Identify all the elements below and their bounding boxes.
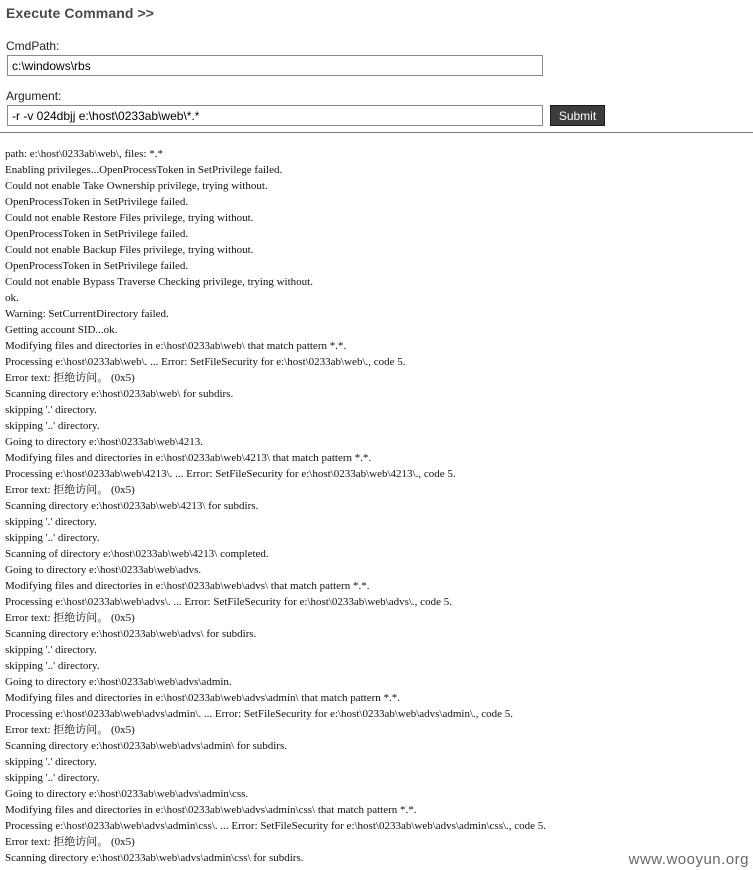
output-line: Could not enable Restore Files privilege, trying without. xyxy=(5,212,254,224)
output-line: skipping '..' directory. xyxy=(5,660,100,672)
output-line: OpenProcessToken in SetPrivilege failed. xyxy=(5,260,189,272)
output-line: skipping '.' directory. xyxy=(5,644,97,656)
output-line: Warning: SetCurrentDirectory failed. xyxy=(5,308,169,320)
output-line: OpenProcessToken in SetPrivilege failed. xyxy=(5,196,189,208)
command-output xyxy=(5,146,750,866)
output-line: skipping '.' directory. xyxy=(5,516,97,528)
output-line: skipping '..' directory. xyxy=(5,772,100,784)
output-line: Scanning directory e:\host\0233ab\web\ for subdirs. xyxy=(5,388,234,400)
watermark: www.wooyun.org xyxy=(628,851,749,868)
output-line: ok. xyxy=(5,292,19,304)
argument-input[interactable] xyxy=(7,105,543,126)
output-line: skipping '..' directory. xyxy=(5,532,100,544)
output-line: Processing e:\host\0233ab\web\advs\admin\css\. ... Error: SetFileSecurity for e:\host\0233ab\web\advs\admin\css\., code 5. xyxy=(5,820,547,832)
output-line: Could not enable Backup Files privilege, trying without. xyxy=(5,244,254,256)
output-line: Could not enable Bypass Traverse Checking privilege, trying without. xyxy=(5,276,313,288)
output-line: OpenProcessToken in SetPrivilege failed. xyxy=(5,228,189,240)
cmdpath-label: CmdPath: xyxy=(6,39,60,53)
divider xyxy=(0,132,753,133)
output-line: skipping '.' directory. xyxy=(5,404,97,416)
output-line: Error text: 拒绝访问。 (0x5) xyxy=(5,724,135,736)
page-title: Execute Command >> xyxy=(6,5,155,21)
output-line: Error text: 拒绝访问。 (0x5) xyxy=(5,484,135,496)
output-line: Error text: 拒绝访问。 (0x5) xyxy=(5,612,135,624)
output-line: skipping '..' directory. xyxy=(5,420,100,432)
output-line: Processing e:\host\0233ab\web\advs\. ... Error: SetFileSecurity for e:\host\0233ab\web\advs\., code 5. xyxy=(5,596,452,608)
output-line: Scanning of directory e:\host\0233ab\web\4213\ completed. xyxy=(5,548,269,560)
output-line: Going to directory e:\host\0233ab\web\advs. xyxy=(5,564,202,576)
argument-label: Argument: xyxy=(6,89,62,103)
output-line: Processing e:\host\0233ab\web\4213\. ... Error: SetFileSecurity for e:\host\0233ab\web\4213\., code 5. xyxy=(5,468,456,480)
output-line: Could not enable Take Ownership privilege, trying without. xyxy=(5,180,268,192)
output-line: Error text: 拒绝访问。 (0x5) xyxy=(5,836,135,848)
output-line: Modifying files and directories in e:\host\0233ab\web\4213\ that match pattern *.*. xyxy=(5,452,372,464)
output-line: Scanning directory e:\host\0233ab\web\4213\ for subdirs. xyxy=(5,500,259,512)
output-line: Modifying files and directories in e:\host\0233ab\web\advs\admin\ that match pattern *.*. xyxy=(5,692,400,704)
output-line: path: e:\host\0233ab\web\, files: *.* xyxy=(5,148,163,160)
output-line: Processing e:\host\0233ab\web\advs\admin\. ... Error: SetFileSecurity for e:\host\0233ab\web\advs\admin\., code 5. xyxy=(5,708,514,720)
output-line: Error text: 拒绝访问。 (0x5) xyxy=(5,372,135,384)
cmdpath-input[interactable] xyxy=(7,55,543,76)
output-line: Modifying files and directories in e:\host\0233ab\web\advs\ that match pattern *.*. xyxy=(5,580,370,592)
output-line: Enabling privileges...OpenProcessToken in SetPrivilege failed. xyxy=(5,164,283,176)
output-line: Going to directory e:\host\0233ab\web\advs\admin. xyxy=(5,676,232,688)
output-line: Going to directory e:\host\0233ab\web\advs\admin\css. xyxy=(5,788,249,800)
output-line: skipping '.' directory. xyxy=(5,756,97,768)
output-line: Getting account SID...ok. xyxy=(5,324,118,336)
output-line: Scanning directory e:\host\0233ab\web\advs\admin\ for subdirs. xyxy=(5,740,287,752)
submit-button[interactable]: Submit xyxy=(550,105,605,126)
output-line: Scanning directory e:\host\0233ab\web\advs\ for subdirs. xyxy=(5,628,257,640)
output-line: Going to directory e:\host\0233ab\web\4213. xyxy=(5,436,203,448)
output-line: Modifying files and directories in e:\host\0233ab\web\advs\admin\css\ that match pattern *.*. xyxy=(5,804,417,816)
output-line: Scanning directory e:\host\0233ab\web\advs\admin\css\ for subdirs. xyxy=(5,852,304,864)
output-line: Modifying files and directories in e:\host\0233ab\web\ that match pattern *.*. xyxy=(5,340,347,352)
output-line: Processing e:\host\0233ab\web\. ... Error: SetFileSecurity for e:\host\0233ab\web\., code 5. xyxy=(5,356,406,368)
